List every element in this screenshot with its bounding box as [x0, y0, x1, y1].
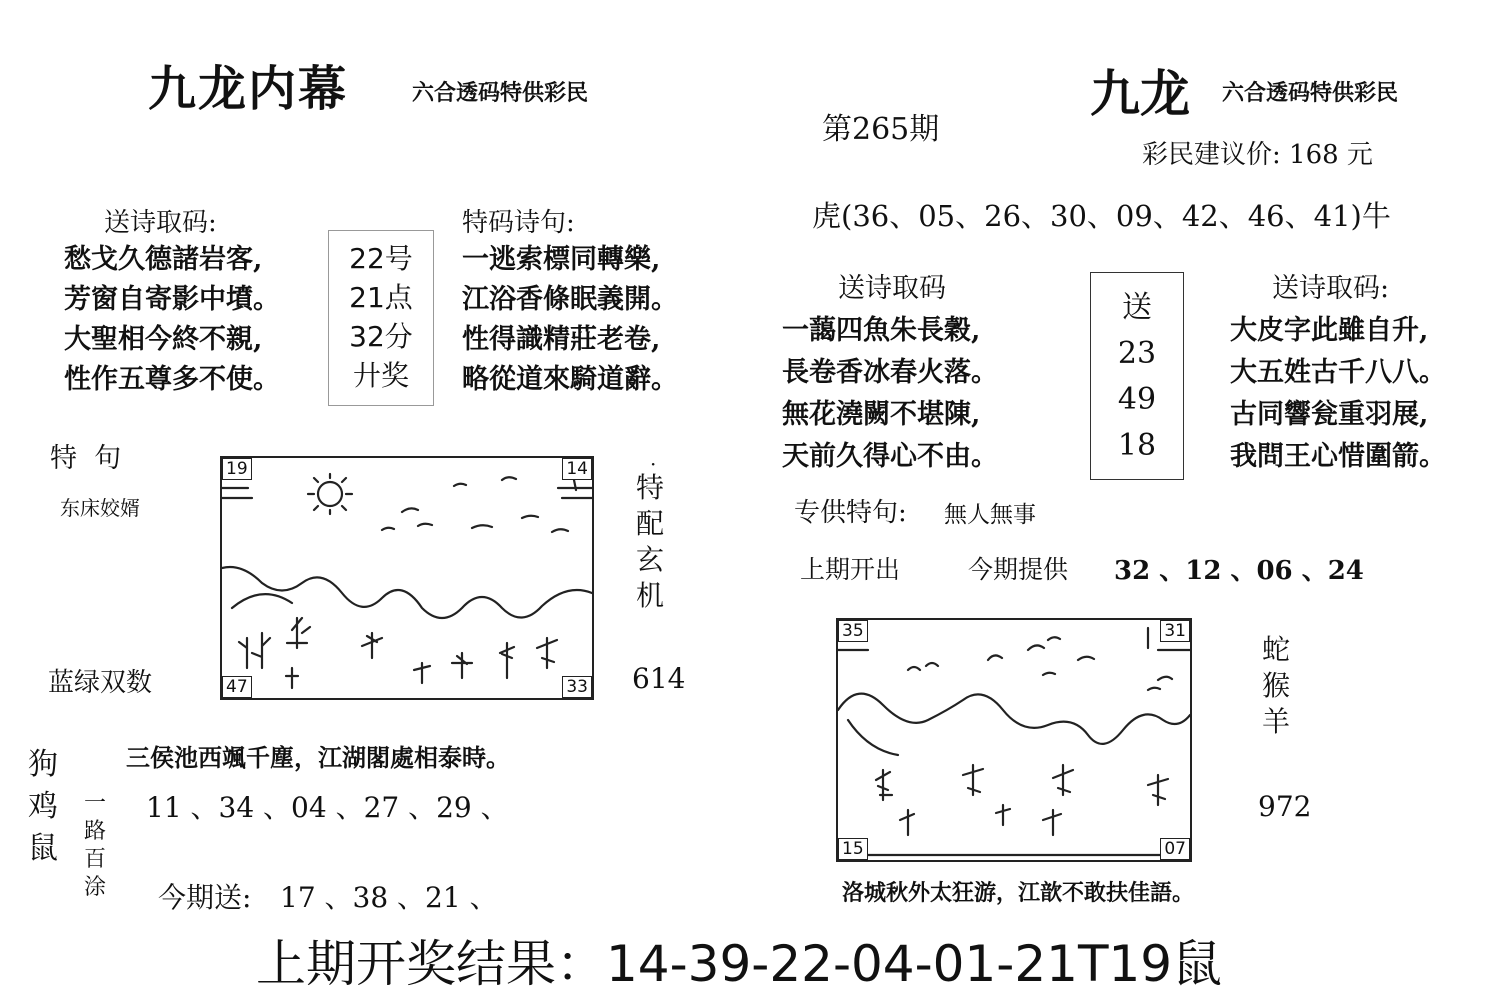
- right-code-box-line-2: 23: [1117, 336, 1157, 371]
- right-title: 九龙: [1090, 64, 1190, 123]
- issue-number: 第265期: [822, 112, 940, 147]
- left-picture: [220, 456, 594, 700]
- send-label: 今期送:: [158, 881, 252, 914]
- right-poem-left-line-2: 長卷香冰春火落。: [782, 357, 998, 388]
- left-poem: [64, 240, 280, 400]
- left-poem-line-3: 大聖相今終不親,: [64, 324, 263, 355]
- left-poem-line-bottom: 三侯池西颯千塵，江湖閣處相泰時。: [126, 743, 510, 772]
- right-poem-right-line-2: 大五姓古千八八。: [1230, 357, 1446, 388]
- left-poem-line-2: 芳窗自寄影中墳。: [64, 284, 280, 315]
- right-pic-num-bottom-right: 07: [1160, 838, 1190, 860]
- te-ju-text: 东床姣婿: [60, 496, 140, 520]
- yilu-char-3: 百: [84, 847, 107, 872]
- price-label: 彩民建议价: 168 元: [1142, 140, 1373, 170]
- right-side-char-3: 羊: [1262, 705, 1291, 738]
- left-side-vertical: [636, 470, 664, 614]
- tiger-line: 虎(36、05、26、30、09、42、46、41)牛: [812, 199, 1391, 233]
- yilu-char-4: 涂: [84, 875, 107, 900]
- right-poem-right-line-3: 古同響瓮重羽展,: [1230, 399, 1429, 430]
- right-poem-right: [1230, 310, 1446, 478]
- right-code-box-line-4: 18: [1117, 428, 1157, 463]
- right-pic-num-top-right: 31: [1160, 620, 1190, 642]
- right-poem-left: [782, 310, 998, 478]
- right-side-vertical: [1262, 632, 1290, 740]
- left-code-box-line-2: 21点: [349, 281, 413, 314]
- right-bottom-poem: 洛城秋外太狂游，江歆不敢扶佳語。: [842, 880, 1195, 906]
- left-verse-line-2: 江浴香條眠義開。: [462, 284, 678, 315]
- right-side-char-2: 猴: [1262, 669, 1291, 702]
- right-poem-heading-right: 送诗取码:: [1272, 273, 1390, 304]
- right-code-box-line-1: 送: [1122, 290, 1152, 325]
- left-code-box-line-1: 22号: [349, 242, 413, 275]
- provide-label: 今期提供: [968, 555, 1069, 584]
- right-side-number: 972: [1258, 790, 1312, 823]
- zodiac-char-3: 鼠: [28, 831, 58, 866]
- right-code-box: [1090, 272, 1184, 480]
- last-result: 上期开奖结果：14-39-22-04-01-21T19鼠: [256, 935, 1223, 993]
- left-side-number: 614: [632, 662, 686, 695]
- special-label: 专供特句:: [794, 498, 907, 528]
- left-poem-heading: 送诗取码:: [104, 208, 217, 238]
- yilu-numbers: 11 、34 、04 、27 、29 、: [146, 791, 509, 824]
- right-pic-num-bottom-left: 15: [838, 838, 868, 860]
- right-side-char-1: 蛇: [1262, 633, 1291, 666]
- left-code-box-line-3: 32分: [349, 320, 413, 353]
- yilu-vertical: [84, 790, 106, 902]
- left-verse-line-4: 略從道來騎道辭。: [462, 364, 678, 395]
- right-picture: [836, 618, 1192, 862]
- left-verse-line-1: 一逃索標同轉樂,: [462, 244, 661, 275]
- provide-numbers: 32 、12 、06 、24: [1114, 556, 1364, 586]
- left-side-char-4: 机: [636, 579, 665, 612]
- left-verse-line-3: 性得識精莊老卷,: [462, 324, 661, 355]
- te-ju-label: 特 句: [50, 443, 122, 474]
- yilu-char-1: 一: [84, 791, 107, 816]
- left-side-dot: ·: [650, 452, 657, 476]
- lan-lv-label: 蓝绿双数: [48, 668, 153, 698]
- right-poem-left-line-3: 無花澆闕不堪陳,: [782, 399, 981, 430]
- right-poem-left-line-1: 一藹四魚朱長穀,: [782, 315, 981, 346]
- left-verse-heading: 特码诗句:: [462, 208, 575, 238]
- left-verse: [462, 240, 678, 400]
- left-pic-num-top-right: 14: [562, 458, 592, 480]
- left-code-box-line-4: 廾奖: [352, 359, 409, 392]
- left-side-char-2: 配: [636, 507, 665, 540]
- last-open-label: 上期开出: [800, 555, 901, 584]
- zodiac-char-1: 狗: [28, 747, 58, 782]
- right-pic-num-top-left: 35: [838, 620, 868, 642]
- left-subtitle: 六合透码特供彩民: [412, 80, 589, 106]
- left-code-box: [328, 230, 434, 406]
- left-pic-num-top-left: 19: [222, 458, 252, 480]
- right-poem-left-line-4: 天前久得心不由。: [782, 441, 998, 472]
- right-poem-heading-left: 送诗取码: [838, 273, 946, 304]
- left-title: 九龙内幕: [148, 61, 349, 117]
- left-side-char-1: 特: [636, 471, 665, 504]
- left-poem-line-4: 性作五尊多不使。: [64, 364, 280, 395]
- left-pic-num-bottom-right: 33: [562, 676, 592, 698]
- right-code-box-line-3: 49: [1117, 382, 1157, 417]
- right-poem-right-line-4: 我問王心惜圍箭。: [1230, 441, 1446, 472]
- send-numbers: 17 、38 、21 、: [280, 881, 498, 914]
- zodiac-char-2: 鸡: [28, 789, 58, 824]
- right-subtitle: 六合透码特供彩民: [1222, 80, 1399, 106]
- left-side-char-3: 玄: [636, 543, 665, 576]
- yilu-char-2: 路: [84, 819, 107, 844]
- left-landscape-drawing: [222, 458, 592, 698]
- left-poem-line-1: 愁戈久德諸岩客,: [64, 244, 263, 275]
- right-poem-right-line-1: 大皮字此雖自升,: [1230, 315, 1429, 346]
- left-pic-num-bottom-left: 47: [222, 676, 252, 698]
- special-text: 無人無事: [944, 502, 1036, 528]
- right-landscape-drawing: [838, 620, 1190, 860]
- zodiac-vertical: [28, 744, 58, 870]
